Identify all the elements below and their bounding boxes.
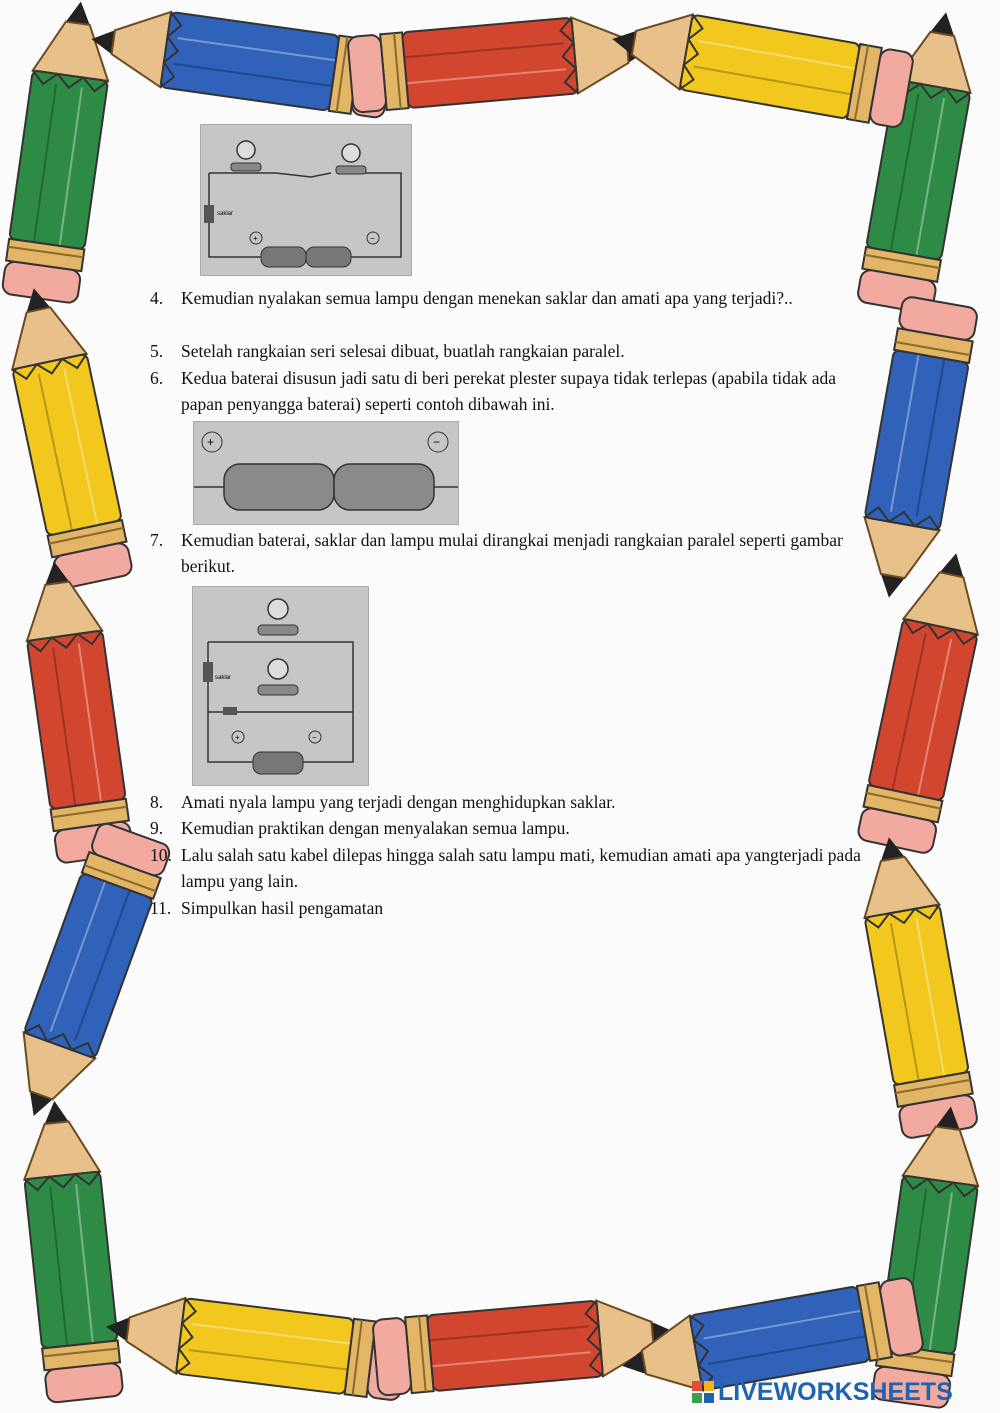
pencil-red-top <box>347 11 652 113</box>
series-circuit-figure <box>200 124 412 276</box>
list-item: 10. Lalu salah satu kabel dilepas hingga salah satu lampu mati, kemudian amati apa yangterjadi pada lampu yang lain. <box>150 845 861 891</box>
battery-left <box>224 464 334 510</box>
switch <box>204 205 214 223</box>
list-item: 8. Amati nyala lampu yang terjadi dengan menghidupkan saklar. <box>150 792 616 812</box>
switch <box>203 662 213 682</box>
battery <box>253 752 303 774</box>
parallel-circuit-figure <box>192 586 369 786</box>
switch-label: saklar <box>217 211 234 217</box>
list-item: 5. Setelah rangkaian seri selesai dibuat, buatlah rangkaian paralel. <box>150 341 625 361</box>
switch-label: saklar <box>215 675 232 681</box>
list-item: 6. Kedua baterai disusun jadi satu di beri perekat plester supaya tidak terlepas (apabila tidak ada papan penyangga baterai) seperti contoh dibawah ini. <box>150 368 837 414</box>
pencil-blue-top <box>86 1 394 118</box>
battery-pair-figure <box>193 421 459 525</box>
pencil-yellow-left <box>0 280 133 589</box>
plus-sign: + <box>207 435 215 449</box>
pencil-blue-left <box>0 821 172 1129</box>
plus-sign: + <box>235 733 240 742</box>
liveworksheets-logo-icon <box>692 1381 714 1403</box>
list-item: 7. Kemudian baterai, saklar dan lampu mulai dirangkai menjadi rangkaian paralel seperti gambar berikut. <box>150 530 843 576</box>
minus-sign: − <box>370 234 375 243</box>
pencil-red-bottom <box>372 1294 677 1396</box>
minus-sign: − <box>312 733 317 742</box>
list-item: 11. Simpulkan hasil pengamatan <box>150 898 384 918</box>
pencil-yellow-bottom <box>101 1289 408 1401</box>
minus-sign: − <box>433 435 441 449</box>
pencil-green-left-bottom <box>17 1097 124 1403</box>
pencil-yellow-top <box>606 2 915 129</box>
list-item: 4. Kemudian nyalakan semua lampu dengan menekan saklar dan amati apa yang terjadi?.. <box>150 288 793 308</box>
pencil-red-left <box>16 556 133 864</box>
brand-name: LIVEWORKSHEETS <box>718 1378 953 1406</box>
liveworksheets-brand[interactable] <box>692 1377 992 1407</box>
battery-right <box>334 464 434 510</box>
list-item: 9. Kemudian praktikan dengan menyalakan semua lampu. <box>150 818 570 838</box>
pencil-green-right-bottom <box>871 1101 988 1409</box>
plus-sign: + <box>253 234 258 243</box>
